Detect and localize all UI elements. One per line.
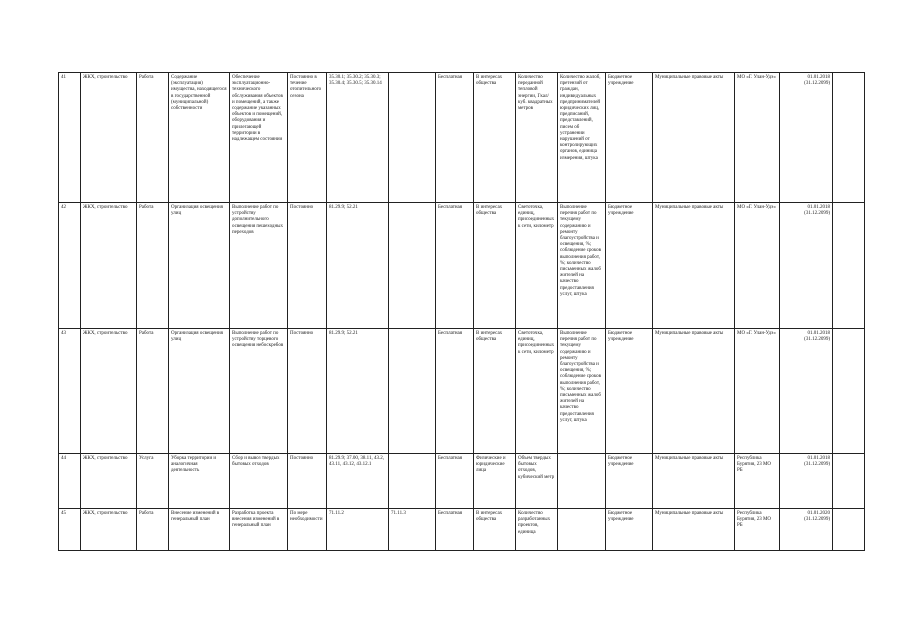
service-content: Выполнение работ по устройству дополнительного освещения пешеходных переходов (230, 203, 288, 329)
okpd-codes (389, 454, 436, 509)
institution-type: Бюджетное учреждение (606, 73, 653, 203)
volume-indicator: Количество переданной тепловой энергии, Гкал/куб. квадратных метров (516, 73, 558, 203)
territory: Республика Бурятия, 23 МО РБ (735, 509, 780, 551)
row-number: 43 (59, 329, 81, 454)
legal-acts: Муниципальные правовые акты (653, 73, 735, 203)
extra-cell (833, 73, 865, 203)
payment-type: Бесплатная (436, 509, 474, 551)
territory: МО «Г. Улан-Удэ» (735, 329, 780, 454)
consumers: Физические и юридические лица (474, 454, 516, 509)
activity-area: ЖКХ, строительство (81, 329, 137, 454)
table-row (59, 454, 865, 509)
service-name: Уборка территории и аналогичная деятельность (169, 454, 230, 509)
extra-cell (833, 509, 865, 551)
territory: МО «Г. Улан-Удэ» (735, 73, 780, 203)
validity-dates: 01.01.2018 (31.12.2099) (780, 329, 833, 454)
extra-cell (833, 329, 865, 454)
service-name: Внесение изменений в генеральный план (169, 509, 230, 551)
service-content: Выполнение работ по устройству торцевого освещения небоскребов (230, 329, 288, 454)
territory: Республика Бурятия, 23 МО РБ (735, 454, 780, 509)
consumers: В интересах общества (474, 509, 516, 551)
okpd-codes (389, 203, 436, 329)
work-type: Работа (137, 329, 169, 454)
row-number: 45 (59, 509, 81, 551)
quality-indicator (558, 509, 606, 551)
validity-dates: 01.01.2018 (31.12.2099) (780, 454, 833, 509)
table-row (59, 203, 865, 329)
institution-type: Бюджетное учреждение (606, 454, 653, 509)
okved-codes: 35.30.1; 35.30.2; 35.30.3; 35.30.4; 35.30.5; 35.30.14 (327, 73, 389, 203)
validity-dates: 01.01.2018 (31.12.2099) (780, 73, 833, 203)
legal-acts: Муниципальные правовые акты (653, 509, 735, 551)
services-table (58, 72, 865, 551)
activity-area: ЖКХ, строительство (81, 454, 137, 509)
legal-acts: Муниципальные правовые акты (653, 454, 735, 509)
okpd-codes (389, 73, 436, 203)
activity-area: ЖКХ, строительство (81, 73, 137, 203)
work-type: Работа (137, 73, 169, 203)
consumers: В интересах общества (474, 73, 516, 203)
volume-indicator: Светоточка, единиц, присоединенных к сети, километр (516, 203, 558, 329)
row-number: 41 (59, 73, 81, 203)
table-row (59, 329, 865, 454)
service-name: Содержание (эксплуатация) имущества, находящегося в государственной (муниципальной) собственности (169, 73, 230, 203)
work-type: Услуга (137, 454, 169, 509)
work-type: Работа (137, 203, 169, 329)
quality-indicator: Выполнение перечня работ по текущему содержанию и ремонту благоустройства и освещения, %; соблюдение сроков выполнения работ, %; количество письменных жалоб жителей на качество предоставления услуг, штука (558, 329, 606, 454)
row-number: 44 (59, 454, 81, 509)
payment-type: Бесплатная (436, 73, 474, 203)
quality-indicator: Количество жалоб, претензий от граждан, индивидуальных предпринимателей юридических лиц, предписаний, представлений, писем об устранении нарушений от контролирующих органов, единица измерения, штука (558, 73, 606, 203)
okved-codes: 81.29.9; 52.21 (327, 329, 389, 454)
activity-area: ЖКХ, строительство (81, 509, 137, 551)
service-term: Постоянно (288, 203, 327, 329)
extra-cell (833, 203, 865, 329)
legal-acts: Муниципальные правовые акты (653, 329, 735, 454)
table-row (59, 509, 865, 551)
okved-codes: 81.29.9; 37.00, 38.11, 43.2, 43.11, 43.12, 43.12.1 (327, 454, 389, 509)
legal-acts: Муниципальные правовые акты (653, 203, 735, 329)
consumers: В интересах общества (474, 203, 516, 329)
service-term: Постоянно (288, 454, 327, 509)
volume-indicator: Светоточка, единиц, присоединенных к сети, километр (516, 329, 558, 454)
service-content: Сбор и вывоз твердых бытовых отходов (230, 454, 288, 509)
okpd-codes: 71.11.3 (389, 509, 436, 551)
payment-type: Бесплатная (436, 203, 474, 329)
consumers: В интересах общества (474, 329, 516, 454)
work-type: Работа (137, 509, 169, 551)
volume-indicator: Объем твердых бытовых отходов, кубический метр (516, 454, 558, 509)
okved-codes: 71.11.2 (327, 509, 389, 551)
quality-indicator (558, 454, 606, 509)
institution-type: Бюджетное учреждение (606, 329, 653, 454)
validity-dates: 01.01.2018 (31.12.2099) (780, 203, 833, 329)
service-term: Постоянно (288, 329, 327, 454)
service-term: Постоянно в течение отопительного сезона (288, 73, 327, 203)
volume-indicator: Количество разработанных проектов, единица (516, 509, 558, 551)
activity-area: ЖКХ, строительство (81, 203, 137, 329)
okved-codes: 81.29.9; 52.21 (327, 203, 389, 329)
service-content: Разработка проекта внесения изменений в генеральный план (230, 509, 288, 551)
service-name: Организация освещения улиц (169, 203, 230, 329)
payment-type: Бесплатная (436, 329, 474, 454)
extra-cell (833, 454, 865, 509)
service-term: По мере необходимости (288, 509, 327, 551)
table-row (59, 73, 865, 203)
territory: МО «Г. Улан-Удэ» (735, 203, 780, 329)
row-number: 42 (59, 203, 81, 329)
service-content: Обеспечение эксплуатационно-технического обслуживания объектов и помещений, а также содержание указанных объектов и помещений, оборудования и прилегающей территории в надлежащем состоянии (230, 73, 288, 203)
institution-type: Бюджетное учреждение (606, 509, 653, 551)
institution-type: Бюджетное учреждение (606, 203, 653, 329)
quality-indicator: Выполнение перечня работ по текущему содержанию и ремонту благоустройства и освещения, %; соблюдение сроков выполнения работ, %; количество письменных жалоб жителей на качество предоставления услуг, штука (558, 203, 606, 329)
okpd-codes (389, 329, 436, 454)
validity-dates: 01.01.2020 (31.12.2099) (780, 509, 833, 551)
service-name: Организация освещения улиц (169, 329, 230, 454)
payment-type: Бесплатная (436, 454, 474, 509)
